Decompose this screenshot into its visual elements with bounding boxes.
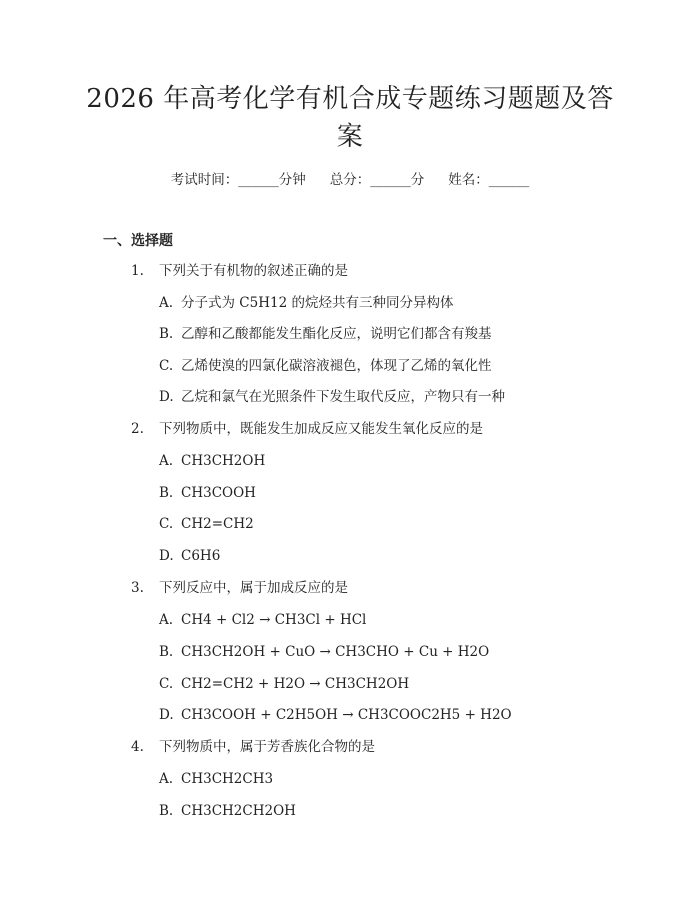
question-text: 下列关于有机物的叙述正确的是: [159, 263, 348, 279]
option-1b: [159, 325, 492, 343]
title-line-2: 案: [336, 122, 364, 152]
option-text: CH4 + Cl2 → CH3Cl + HCl: [181, 612, 367, 628]
option-3b: [159, 643, 489, 661]
option-text: 乙烷和氯气在光照条件下发生取代反应，产物只有一种: [181, 389, 505, 405]
exam-meta: [0, 168, 700, 188]
title-line-1: 2026 年高考化学有机合成专题练习题题及答: [86, 84, 614, 114]
option-3d: [159, 706, 512, 724]
question-number: 3.: [131, 580, 144, 596]
question-4: [131, 738, 375, 756]
question-2: [131, 420, 483, 438]
option-text: CH3CH2OH: [181, 453, 266, 469]
option-text: CH2=CH2: [181, 516, 254, 532]
option-text: CH2=CH2 + H2O → CH3CH2OH: [181, 676, 410, 692]
option-text: 乙烯使溴的四氯化碳溶液褪色，体现了乙烯的氧化性: [181, 358, 492, 374]
option-text: CH3COOH: [181, 485, 256, 501]
option-4a: [159, 770, 273, 788]
question-3: [131, 579, 348, 597]
option-text: C6H6: [181, 548, 221, 564]
option-text: 乙醇和乙酸都能发生酯化反应，说明它们都含有羧基: [181, 326, 492, 342]
option-letter: C.: [159, 676, 174, 692]
option-letter: C.: [159, 358, 174, 374]
option-1a: [159, 294, 453, 312]
option-letter: A.: [159, 771, 174, 787]
exam-time: 考试时间：______分钟: [170, 172, 306, 188]
question-number: 4.: [131, 739, 144, 755]
total-score: 总分：______分: [329, 172, 425, 188]
option-text: CH3COOH + C2H5OH → CH3COOC2H5 + H2O: [181, 707, 512, 723]
option-text: CH3CH2OH + CuO → CH3CHO + Cu + H2O: [181, 644, 490, 660]
option-letter: D.: [159, 707, 174, 723]
option-letter: D.: [159, 548, 174, 564]
question-number: 2.: [131, 421, 144, 437]
option-letter: C.: [159, 516, 174, 532]
option-2a: [159, 452, 265, 470]
option-2d: [159, 547, 220, 565]
option-letter: B.: [159, 644, 174, 660]
option-letter: B.: [159, 326, 174, 342]
option-3a: [159, 611, 366, 629]
option-letter: B.: [159, 803, 174, 819]
option-text: CH3CH2CH2OH: [181, 803, 296, 819]
section-heading: 一、选择题: [103, 233, 173, 249]
option-1c: [159, 357, 492, 375]
option-letter: A.: [159, 295, 174, 311]
page-title: [80, 80, 620, 156]
option-letter: A.: [159, 612, 174, 628]
question-number: 1.: [131, 263, 144, 279]
option-text: CH3CH2CH3: [181, 771, 274, 787]
option-letter: D.: [159, 389, 174, 405]
question-text: 下列反应中，属于加成反应的是: [159, 580, 348, 596]
option-2b: [159, 484, 256, 502]
question-text: 下列物质中，既能发生加成反应又能发生氧化反应的是: [159, 421, 483, 437]
option-4b: [159, 802, 296, 820]
student-name: 姓名：______: [448, 172, 530, 188]
question-1: [131, 262, 348, 280]
question-text: 下列物质中，属于芳香族化合物的是: [159, 739, 375, 755]
option-letter: A.: [159, 453, 174, 469]
option-1d: [159, 388, 505, 406]
option-2c: [159, 515, 254, 533]
option-3c: [159, 675, 409, 693]
option-text: 分子式为 C5H12 的烷烃共有三种同分异构体: [181, 295, 454, 311]
option-letter: B.: [159, 485, 174, 501]
